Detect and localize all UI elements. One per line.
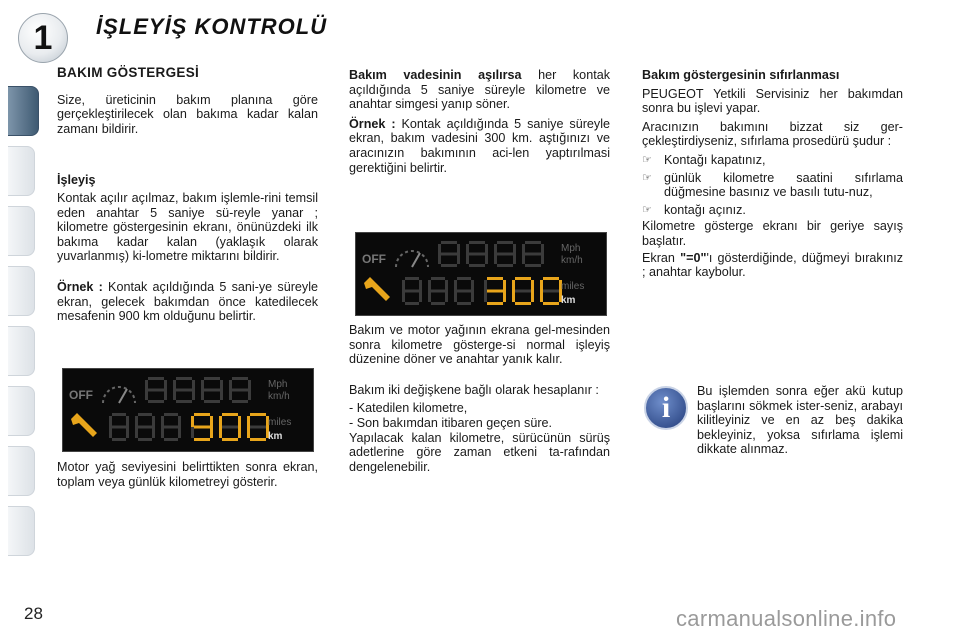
off-label: OFF bbox=[69, 388, 93, 402]
chapter-badge: 1 bbox=[18, 13, 68, 63]
example-body: Kontak açıldığında 5 sani-ye süreyle ekran, gelecek bakımdan önce katedilecek mesafenin 900 km olduğunu belirtir. bbox=[57, 279, 318, 324]
chapter-tab-bar bbox=[8, 70, 36, 580]
lcd-digit bbox=[540, 277, 562, 305]
lcd-digit bbox=[201, 377, 223, 403]
chapter-title: İŞLEYİŞ KONTROLÜ bbox=[96, 14, 328, 39]
watermark: carmanualsonline.info bbox=[676, 606, 897, 631]
overdue-body: her kontak açıldığında 5 saniye süreyle kilometre ve anahtar simgesi yanıp söner. bbox=[349, 68, 610, 112]
mph-unit-label: Mph bbox=[561, 243, 581, 254]
calc-item-1: - Katedilen kilometre, bbox=[349, 401, 468, 416]
chapter-tab-2[interactable] bbox=[8, 146, 35, 196]
km-unit-label: km bbox=[561, 295, 576, 306]
reset-step-2 bbox=[642, 171, 903, 200]
info-icon: i bbox=[644, 386, 688, 430]
calc-item-2: - Son bakımdan itibaren geçen süre. bbox=[349, 415, 553, 430]
kmh-unit-label: km/h bbox=[268, 391, 290, 402]
example-label-2: Örnek : bbox=[349, 116, 396, 131]
info-text: Bu işlemden sonra eğer akü kutup başlarını sökmek ister-seniz, arabayı kilitleyiniz ve en az beş dakika bekleyiniz, yoksa sıfırlama işlemi dikkate alınmaz. bbox=[697, 384, 903, 457]
reset-p2: Aracınızın bakımını bizzat siz ger-çekleştirdiyseniz, sıfırlama prosedürü şudur : bbox=[642, 119, 903, 149]
column-2 bbox=[349, 68, 610, 175]
column-1-caption bbox=[57, 460, 318, 489]
chapter-tab-5[interactable] bbox=[8, 326, 35, 376]
reset-title: Bakım göstergesinin sıfırlanması bbox=[642, 68, 840, 82]
intro-text: Size, üreticinin bakım planına göre gerçekleştirilecek olan bakıma kadar kalan zamanı bildirir. bbox=[57, 92, 318, 136]
chapter-tab-8[interactable] bbox=[8, 506, 35, 556]
odometer-display-900 bbox=[62, 368, 314, 452]
example-text-2 bbox=[349, 117, 610, 175]
off-label: OFF bbox=[362, 252, 386, 266]
reset-step-text: kontağı açınız. bbox=[664, 202, 746, 217]
lcd-digit bbox=[161, 413, 181, 441]
display-caption: Motor yağ seviyesini belirttikten sonra ekran, toplam veya günlük kilometreyi gösterir. bbox=[57, 460, 318, 489]
lcd-digit bbox=[109, 413, 129, 441]
chapter-tab-3[interactable] bbox=[8, 206, 35, 256]
column-3 bbox=[642, 68, 903, 280]
overdue-text bbox=[349, 68, 610, 112]
overdue-label: Bakım vadesinin aşılırsa bbox=[349, 68, 522, 82]
chapter-tab-4[interactable] bbox=[8, 266, 35, 316]
lcd-digit bbox=[229, 377, 251, 403]
calc-note: Yapılacak kalan kilometre, sürücünün sürüş adetlerine göre zaman etkeni ta-rafından dengelenebilir. bbox=[349, 430, 610, 474]
lcd-digit bbox=[173, 377, 195, 403]
reset-p1: PEUGEOT Yetkili Servisiniz her bakımdan sonra bu işlevi yapar. bbox=[642, 86, 903, 116]
pointing-hand-icon: ☞ bbox=[642, 153, 652, 166]
reset-p4 bbox=[642, 251, 903, 280]
chapter-tab-1[interactable] bbox=[8, 86, 39, 136]
lcd-digit bbox=[191, 413, 213, 441]
column-1 bbox=[57, 66, 318, 324]
lcd-digit bbox=[522, 241, 544, 267]
pointing-hand-icon: ☞ bbox=[642, 203, 652, 216]
operation-text: Kontak açılır açılmaz, bakım işlemle-rini temsil eden anahtar 5 saniye sü-reyle yanar ; kilometre göstergesinin ekranı, önünüzdeki ilk bakıma kadar kalan (yaklaşık olarak yuvarlanmış) ki-lometre miktarını bildirir. bbox=[57, 190, 318, 264]
example-body-2: Kontak açıldığında 5 saniye süreyle ekran, bakım vadesini 300 km. aştığınızı ve aracınızın bakımının aci-len yaptırılmasi gerektiğini belirtir. bbox=[349, 116, 611, 175]
miles-unit-label: miles bbox=[561, 281, 585, 292]
lcd-digit bbox=[454, 277, 474, 305]
calc-intro: Bakım iki değişkene bağlı olarak hesaplanır : bbox=[349, 382, 599, 397]
reset-p4-code: "=0" bbox=[680, 250, 707, 265]
lcd-digit bbox=[145, 377, 167, 403]
oil-gauge-icon bbox=[103, 387, 135, 403]
reset-step-text: günlük kilometre saatini sıfırlama düğmesine basınız ve basılı tutu-nuz, bbox=[664, 170, 903, 200]
column-2-lower bbox=[349, 323, 610, 474]
after-text: Bakım ve motor yağının ekrana gel-mesinden sonra kilometre gösterge-si normal işleyiş düzenine döner ve anahtar yanık kalır. bbox=[349, 323, 610, 367]
chapter-tab-7[interactable] bbox=[8, 446, 35, 496]
pointing-hand-icon: ☞ bbox=[642, 171, 652, 184]
example-label: Örnek : bbox=[57, 279, 103, 294]
page-number: 28 bbox=[24, 604, 43, 623]
reset-p4-post: 'ı gösterdiğinde, düğmeyi bırakınız ; anahtar kaybolur. bbox=[642, 250, 903, 280]
lcd-digit bbox=[484, 277, 506, 305]
reset-step-text: Kontağı kapatınız, bbox=[664, 152, 766, 167]
reset-p4-pre: Ekran bbox=[642, 250, 681, 265]
reset-step-1 bbox=[642, 153, 903, 168]
oil-gauge-icon bbox=[396, 251, 428, 267]
example-text-1 bbox=[57, 280, 318, 324]
reset-p3: Kilometre gösterge ekranı bir geriye sayış başlatır. bbox=[642, 219, 903, 248]
lcd-digit bbox=[247, 413, 269, 441]
lcd-digit bbox=[428, 277, 448, 305]
wrench-icon bbox=[364, 277, 390, 301]
km-unit-label: km bbox=[268, 431, 283, 442]
miles-unit-label: miles bbox=[268, 417, 292, 428]
lcd-digit bbox=[512, 277, 534, 305]
lcd-digit bbox=[438, 241, 460, 267]
info-note bbox=[697, 384, 903, 457]
reset-step-3 bbox=[642, 203, 903, 218]
lcd-digit bbox=[494, 241, 516, 267]
wrench-icon bbox=[71, 413, 97, 437]
odometer-display-300 bbox=[355, 232, 607, 316]
subhead-operation: İşleyiş bbox=[57, 173, 96, 188]
section-title: BAKIM GÖSTERGESİ bbox=[57, 65, 200, 80]
lcd-digit bbox=[219, 413, 241, 441]
lcd-digit bbox=[466, 241, 488, 267]
kmh-unit-label: km/h bbox=[561, 255, 583, 266]
lcd-digit bbox=[402, 277, 422, 305]
chapter-tab-6[interactable] bbox=[8, 386, 35, 436]
lcd-digit bbox=[135, 413, 155, 441]
mph-unit-label: Mph bbox=[268, 379, 288, 390]
